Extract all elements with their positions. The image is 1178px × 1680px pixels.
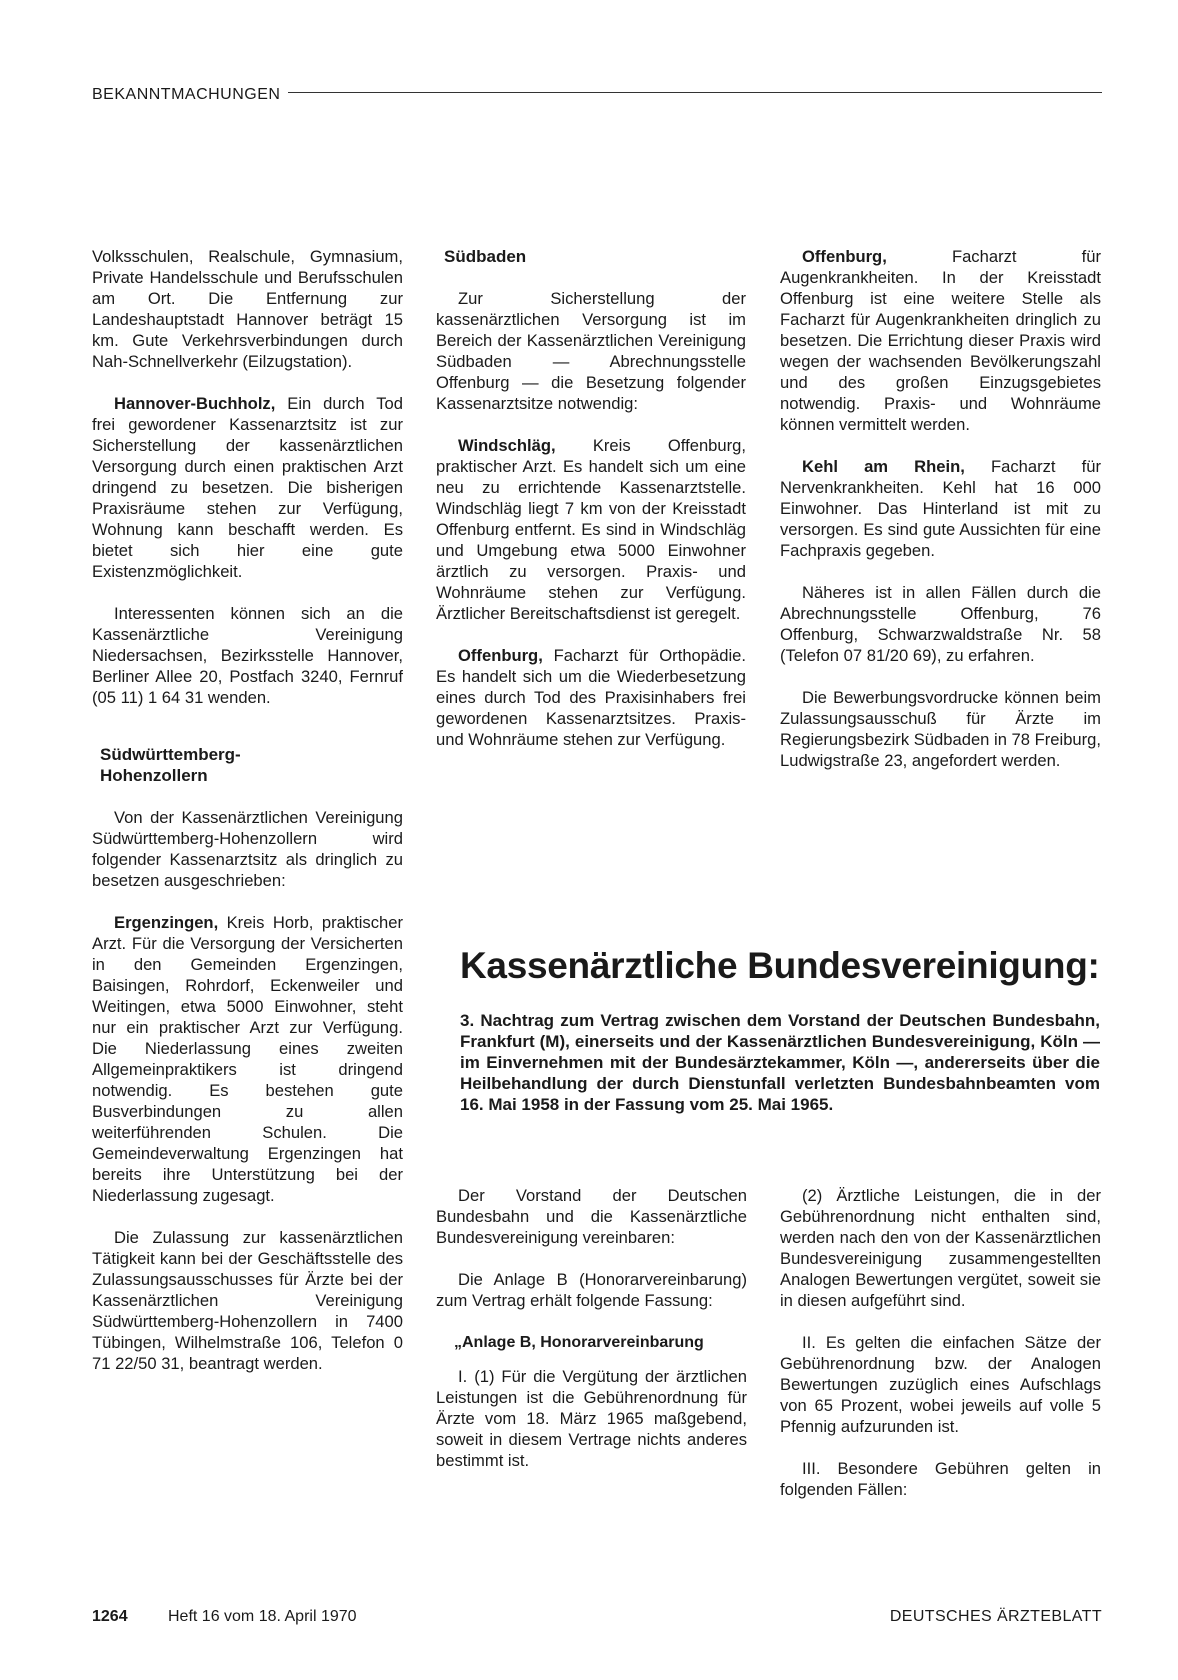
section-heading — [92, 744, 403, 786]
heading-line: Hohenzollern — [100, 766, 208, 785]
article-column-2 — [780, 1185, 1101, 1521]
article-subtitle: 3. Nachtrag zum Vertrag zwischen dem Vorstand der Deutschen Bundesbahn, Frankfurt (M), einerseits und der Kassenärztlichen Bundesvereinigung, Köln — im Einvernehmen mit der Bundesärztekammer, Köln —, andererseits über die Heilbehandlung der durch Dienstunfall verletzten Bundesbahnbeamten vom 16. Mai 1958 in der Fassung vom 25. Mai 1965. — [460, 1011, 1100, 1114]
paragraph-text: Facharzt für Orthopädie. Es handelt sich um die Wiederbesetzung eines durch Tod des Praxisinhabers frei gewordenen Kassenarztsitzes. Praxis- und Wohnräume stehen zur Verfügung. — [436, 646, 746, 749]
page-footer — [92, 1608, 1102, 1626]
paragraph: Von der Kassenärztlichen Vereinigung Südwürttemberg-Hohenzollern wird folgender Kassenarztsitz als dringlich zu besetzen ausgeschrieben: — [92, 808, 403, 890]
section-label: BEKANNTMACHUNGEN — [92, 86, 281, 103]
subheading: „Anlage B, Honorarvereinbarung — [454, 1334, 704, 1351]
paragraph: I. (1) Für die Vergütung der ärztlichen Leistungen ist die Gebührenordnung für Ärzte vom 18. März 1965 maßgebend, soweit in diesem Vertrage nichts anderes bestimmt ist. — [436, 1367, 747, 1470]
paragraph: Interessenten können sich an die Kassenärztliche Vereinigung Niedersachsen, Bezirksstelle Hannover, Berliner Allee 20, Postfach 3240, Fernruf (05 11) 1 64 31 wenden. — [92, 604, 403, 707]
paragraph: (2) Ärztliche Leistungen, die in der Gebührenordnung nicht enthalten sind, werden nach den von der Kassenärztlichen Bundesvereinigung zusammengestellten Analogen Bewertungen vergütet, soweit sie in diesen aufgeführt sind. — [780, 1186, 1101, 1310]
paragraph: Die Bewerbungsvordrucke können beim Zulassungsausschuß für Ärzte im Regierungsbezirk Südbaden in 78 Freiburg, Ludwigstraße 23, angefordert werden. — [780, 688, 1102, 770]
paragraph: Der Vorstand der Deutschen Bundesbahn und die Kassenärztliche Bundesvereinigung vereinbaren: — [436, 1186, 747, 1247]
heading-line: Südwürttemberg- — [100, 745, 241, 764]
paragraph: II. Es gelten die einfachen Sätze der Gebührenordnung bzw. der Analogen Bewertungen zuzüglich eines Aufschlags von 65 Prozent, wobei jeweils auf volle 5 Pfennig aufzurunden ist. — [780, 1333, 1101, 1436]
paragraph-text: Kreis Horb, praktischer Arzt. Für die Versorgung der Versicherten in den Gemeinden Ergenzingen, Baisingen, Rohrdorf, Eckenweiler und Weitingen, etwa 5000 Einwohner, steht nur ein praktischer Arzt zur Verfügung. Die Niederlassung eines zweiten Allgemeinpraktikers ist dringend notwendig. Es bestehen gute Busverbindungen zu allen weiterführenden Schulen. Die Gemeindeverwaltung Ergenzingen hat bereits ihre Unterstützung bei der Niederlassung zugesagt. — [92, 913, 403, 1205]
paragraph: Die Zulassung zur kassenärztlichen Tätigkeit kann bei der Geschäftsstelle des Zulassungsausschusses für Ärzte bei der Kassenärztlichen Vereinigung Südwürttemberg-Hohenzollern in 7400 Tübingen, Wilhelmstraße 106, Telefon 0 71 22/50 31, beantragt werden. — [92, 1228, 403, 1373]
place-name: Offenburg, — [458, 646, 543, 665]
page-header — [92, 86, 1102, 104]
place-name: Kehl am Rhein, — [802, 457, 965, 476]
article-column-1 — [436, 1185, 747, 1492]
paragraph-text: Kreis Offenburg, praktischer Arzt. Es handelt sich um eine neu zu errichtende Kassenarztstelle. Windschläg liegt 7 km von der Kreisstadt Offenburg entfernt. Es sind in Windschläg und Umgebung etwa 5000 Einwohner ärztlich zu versorgen. Praxis- und Wohnräume stehen zur Verfügung. Ärztlicher Bereitschaftsdienst ist geregelt. — [436, 436, 746, 623]
place-name: Ergenzingen, — [114, 913, 219, 932]
paragraph — [780, 456, 1101, 561]
column-1 — [92, 246, 403, 1395]
place-name: Offenburg, — [802, 247, 887, 266]
paragraph: Zur Sicherstellung der kassenärztlichen Versorgung ist im Bereich der Kassenärztlichen Vereinigung Südbaden — Abrechnungsstelle Offenburg — die Besetzung folgender Kassenarztsitze notwendig: — [436, 289, 746, 413]
journal-name: DEUTSCHES ÄRZTEBLATT — [889, 1608, 1102, 1625]
place-name: Hannover-Buchholz, — [114, 394, 276, 413]
place-name: Windschläg, — [458, 436, 556, 455]
paragraph: Näheres ist in allen Fällen durch die Abrechnungsstelle Offenburg, 76 Offenburg, Schwarzwaldstraße Nr. 58 (Telefon 07 81/20 69), zu erfahren. — [780, 583, 1101, 665]
paragraph — [780, 246, 1101, 435]
column-2 — [436, 246, 746, 771]
paragraph-text: Ein durch Tod frei gewordener Kassenarztsitz ist zur Sicherstellung der kassenärztlichen Versorgung durch einen praktischen Arzt dringend zu besetzen. Die bisherigen Praxisräume stehen zur Verfügung, Wohnung kann beschafft werden. Es bietet sich hier eine gute Existenzmöglichkeit. — [92, 394, 403, 581]
paragraph — [92, 912, 403, 1206]
paragraph-text: Facharzt für Nervenkrankheiten. Kehl hat 16 000 Einwohner. Das Hinterland ist mit zu versorgen. Es sind gute Aussichten für eine Fachpraxis gegeben. — [780, 457, 1101, 560]
header-rule — [288, 92, 1102, 93]
paragraph-text: Facharzt für Augenkrankheiten. In der Kreisstadt Offenburg ist eine weitere Stelle als Facharzt für Augenkrankheiten dringlich zu besetzen. Die Errichtung dieser Praxis wird wegen der wachsenden Bevölkerungszahl und des großen Einzugsgebietes notwendig. Praxis- und Wohnräume können vermittelt werden. — [780, 247, 1101, 434]
issue-info: Heft 16 vom 18. April 1970 — [168, 1608, 357, 1625]
page-number: 1264 — [92, 1608, 128, 1625]
paragraph: Die Anlage B (Honorarvereinbarung) zum Vertrag erhält folgende Fassung: — [436, 1270, 747, 1310]
paragraph — [436, 645, 746, 750]
article-title: Kassenärztliche Bundesvereinigung: — [460, 945, 1100, 986]
paragraph: III. Besondere Gebühren gelten in folgenden Fällen: — [780, 1459, 1101, 1499]
section-heading: Südbaden — [444, 247, 527, 266]
paragraph — [92, 393, 403, 582]
paragraph: Volksschulen, Realschule, Gymnasium, Private Handelsschule und Berufsschulen am Ort. Die Entfernung zur Landeshauptstadt Hannover beträgt 15 km. Gute Verkehrsverbindungen durch Nah-Schnellverkehr (Eilzugstation). — [92, 247, 403, 371]
column-3 — [780, 246, 1101, 792]
paragraph — [436, 435, 746, 624]
